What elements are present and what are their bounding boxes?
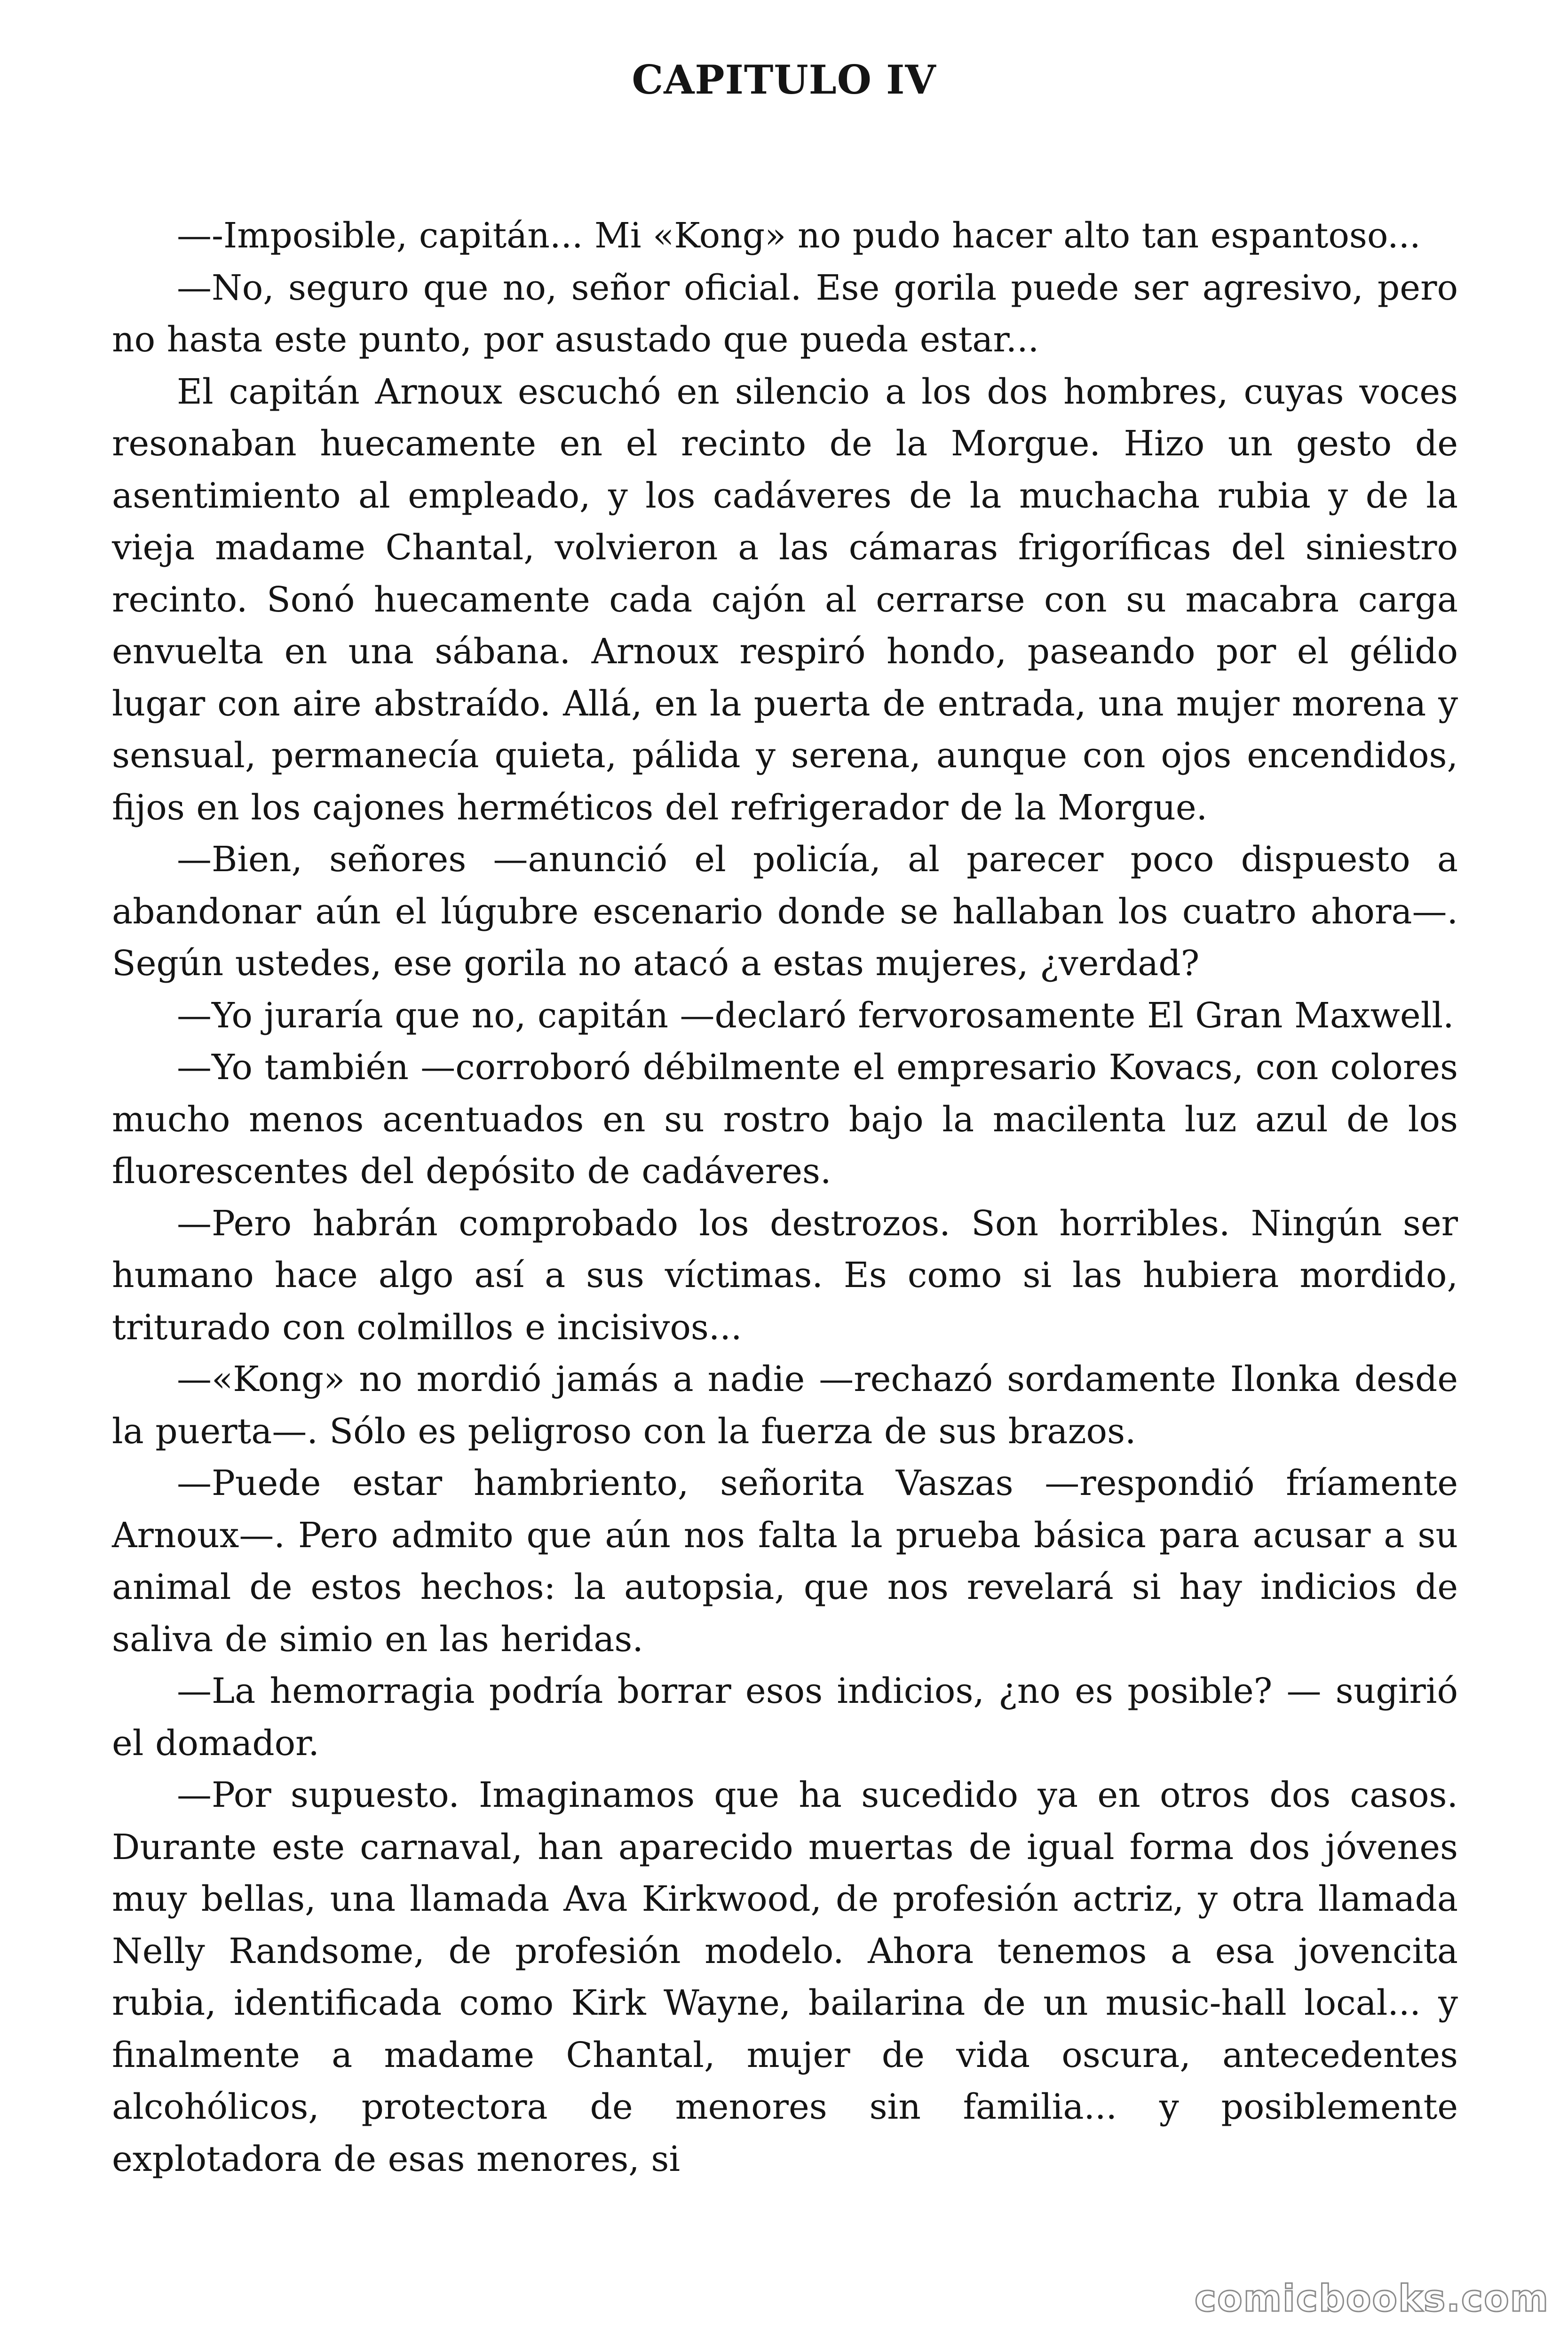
chapter-title: CAPITULO IV: [632, 56, 936, 103]
paragraph: —Pero habrán comprobado los destrozos. Son horribles. Ningún ser humano hace algo así a sus víctimas. Es como si las hubiera mordido, triturado con colmillos e incisivos...: [112, 1203, 1458, 1348]
paragraph: —Por supuesto. Imaginamos que ha sucedido ya en otros dos casos. Durante este carnaval, han aparecido muertas de igual forma dos jóvenes muy bellas, una llamada Ava Kirkwood, de profesión actriz, y otra llamada Nelly Randsome, de profesión modelo. Ahora tenemos a esa jovencita rubia, identificada como Kirk Wayne, bailarina de un music-hall local... y finalmente a madame Chantal, mujer de vida oscura, antecedentes alcohólicos, protectora de menores sin familia... y posiblemente explotadora de esas menores, si: [112, 1775, 1458, 2179]
chapter-text: [112, 210, 1458, 2185]
paragraph: El capitán Arnoux escuchó en silencio a los dos hombres, cuyas voces resonaban huecamente en el recinto de la Morgue. Hizo un gesto de asentimiento al empleado, y los cadáveres de la muchacha rubia y de la vieja madame Chantal, volvieron a las cámaras frigoríficas del siniestro recinto. Sonó huecamente cada cajón al cerrarse con su macabra carga envuelta en una sábana. Arnoux respiró hondo, paseando por el gélido lugar con aire abstraído. Allá, en la puerta de entrada, una mujer morena y sensual, permanecía quieta, pálida y serena, aunque con ojos encendidos, fijos en los cajones herméticos del refrigerador de la Morgue.: [112, 371, 1458, 828]
paragraph: —No, seguro que no, señor oficial. Ese gorila puede ser agresivo, pero no hasta este punto, por asustado que pueda estar...: [112, 267, 1458, 360]
paragraph: —Yo también —corroboró débilmente el empresario Kovacs, con colores mucho menos acentuados en su rostro bajo la macilenta luz azul de los fluorescentes del depósito de cadáveres.: [112, 1047, 1458, 1192]
paragraph: —Bien, señores —anunció el policía, al parecer poco dispuesto a abandonar aún el lúgubre escenario donde se hallaban los cuatro ahora—. Según ustedes, ese gorila no atacó a estas mujeres, ¿verdad?: [112, 839, 1458, 984]
paragraph: —La hemorragia podría borrar esos indicios, ¿no es posible? — sugirió el domador.: [112, 1671, 1458, 1764]
paragraph: —-Imposible, capitán... Mi «Kong» no pudo hacer alto tan espantoso...: [177, 215, 1421, 256]
paragraph: —«Kong» no mordió jamás a nadie —rechazó sordamente Ilonka desde la puerta—. Sólo es peligroso con la fuerza de sus brazos.: [112, 1359, 1458, 1452]
paragraph: —Puede estar hambriento, señorita Vaszas —respondió fríamente Arnoux—. Pero admito que aún nos falta la prueba básica para acusar a su animal de estos hechos: la autopsia, que nos revelará si hay indicios de saliva de simio en las heridas.: [112, 1463, 1458, 1660]
paragraph: —Yo juraría que no, capitán —declaró fervorosamente El Gran Maxwell.: [177, 995, 1454, 1036]
watermark: comicbooks.com: [1194, 2278, 1549, 2320]
